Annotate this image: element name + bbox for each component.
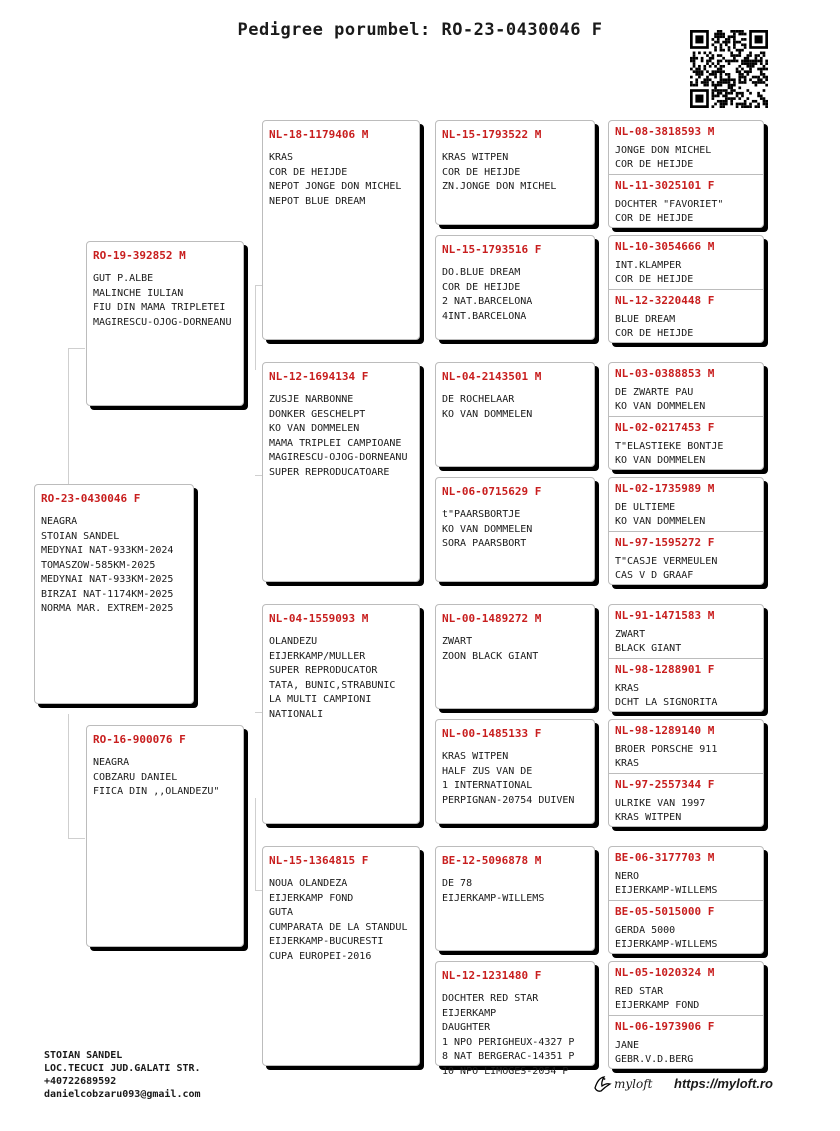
great-grandparent-pigeon-info-line: 4INT.BARCELONA — [442, 310, 527, 322]
connector-line — [255, 475, 262, 476]
gen4-pigeon[interactable] — [609, 720, 763, 773]
ancestor-pair-box[interactable] — [608, 477, 764, 585]
dam-pigeon[interactable] — [86, 725, 244, 947]
great-grandparent-pigeon[interactable] — [435, 604, 595, 709]
great-grandparent-pigeon[interactable] — [435, 235, 595, 340]
qr-code-icon — [690, 30, 768, 108]
gen4-info-line: EIJERKAMP-WILLEMS — [615, 939, 718, 950]
grandparent-pigeon-info-line: EIJERKAMP FOND — [269, 892, 354, 904]
grandparent-pigeon-ring-number: NL-18-1179406 M — [269, 128, 369, 141]
gen4-pigeon[interactable] — [609, 1015, 763, 1070]
great-grandparent-pigeon[interactable] — [435, 719, 595, 824]
gen4-pigeon[interactable] — [609, 236, 763, 289]
connector-line — [68, 838, 85, 839]
gen4-info-line: DOCHTER "FAVORIET" — [615, 199, 724, 210]
gen4-info-line: GERDA 5000 — [615, 925, 676, 936]
great-grandparent-pigeon-ring-number: NL-00-1485133 F — [442, 727, 542, 740]
gen4-info-line: JANE — [615, 1040, 640, 1051]
owner-email: danielcobzaru093@gmail.com — [44, 1089, 201, 1100]
great-grandparent-pigeon[interactable] — [435, 961, 595, 1077]
grandparent-pigeon-info-line: DONKER GESCHELPT — [269, 408, 366, 420]
great-grandparent-pigeon-info-line: KRAS WITPEN — [442, 751, 509, 762]
gen4-pigeon[interactable] — [609, 605, 763, 658]
great-grandparent-pigeon-info-line: PERPIGNAN-20754 DUIVEN — [442, 794, 575, 806]
grandparent-pigeon-info-line: CUMPARATA DE LA STANDUL — [269, 921, 408, 933]
ancestor-pair-box[interactable] — [608, 719, 764, 827]
gen4-info-line: CAS V D GRAAF — [615, 570, 694, 581]
great-grandparent-pigeon-info-line: ZOON BLACK GIANT — [442, 650, 539, 662]
connector-line — [255, 798, 256, 890]
great-grandparent-pigeon-info-line: EIJERKAMP — [442, 1007, 497, 1019]
gen4-info-line: EIJERKAMP FOND — [615, 1000, 700, 1011]
gen4-pigeon[interactable] — [609, 121, 763, 174]
owner-phone: +40722689592 — [44, 1076, 117, 1087]
page-title: Pedigree porumbel: RO-23-0430046 F — [237, 20, 603, 40]
great-grandparent-pigeon-info-line: 8 NAT BERGERAC-14351 P — [442, 1051, 575, 1062]
brand-logo — [592, 1074, 652, 1094]
grandparent-pigeon-info-line: NEPOT BLUE DREAM — [269, 195, 366, 207]
grandparent-pigeon-info-line: KRAS — [269, 152, 294, 163]
gen4-pigeon[interactable] — [609, 900, 763, 955]
great-grandparent-pigeon-info-line: 1 INTERNATIONAL — [442, 780, 533, 791]
subject-pigeon[interactable] — [34, 484, 194, 704]
gen4-ring-number: NL-11-3025101 F — [615, 179, 715, 192]
great-grandparent-pigeon-info-line: SORA PAARSBORT — [442, 538, 527, 549]
great-grandparent-pigeon-info-line: KRAS WITPEN — [442, 152, 509, 163]
great-grandparent-pigeon-info-line: ZWART — [442, 636, 473, 647]
great-grandparent-pigeon-info-line: t"PAARSBORTJE — [442, 509, 521, 520]
great-grandparent-pigeon-ring-number: NL-06-0715629 F — [442, 485, 542, 498]
grandparent-pigeon[interactable] — [262, 120, 420, 340]
gen4-info-line: BLUE DREAM — [615, 314, 676, 325]
gen4-info-line: EIJERKAMP-WILLEMS — [615, 885, 718, 896]
gen4-pigeon[interactable] — [609, 847, 763, 900]
gen4-info-line: KO VAN DOMMELEN — [615, 401, 706, 412]
connector-line — [68, 714, 69, 838]
grandparent-pigeon-info-line: CUPA EUROPEI-2016 — [269, 950, 372, 962]
gen4-ring-number: NL-98-1288901 F — [615, 663, 715, 676]
subject-pigeon-ring-number: RO-23-0430046 F — [41, 492, 141, 505]
grandparent-pigeon-ring-number: NL-15-1364815 F — [269, 854, 369, 867]
grandparent-pigeon-info-line: KO VAN DOMMELEN — [269, 423, 360, 434]
brand-name: myloft — [614, 1077, 653, 1091]
great-grandparent-pigeon[interactable] — [435, 846, 595, 951]
grandparent-pigeon-info-line: TATA, BUNIC,STRABUNIC — [269, 679, 396, 691]
gen4-ring-number: NL-02-1735989 M — [615, 482, 715, 495]
great-grandparent-pigeon-info-line: DE 78 — [442, 878, 473, 889]
grandparent-pigeon-ring-number: NL-12-1694134 F — [269, 370, 369, 383]
sire-pigeon-ring-number: RO-19-392852 M — [93, 249, 186, 262]
great-grandparent-pigeon-info-line: DOCHTER RED STAR — [442, 993, 539, 1004]
gen4-info-line: GEBR.V.D.BERG — [615, 1054, 694, 1065]
grandparent-pigeon[interactable] — [262, 362, 420, 582]
gen4-info-line: T"CASJE VERMEULEN — [615, 556, 718, 567]
grandparent-pigeon-info-line: ZUSJE NARBONNE — [269, 394, 354, 405]
owner-contact — [44, 1049, 201, 1101]
subject-pigeon-info-line: NORMA MAR. EXTREM-2025 — [41, 603, 174, 614]
sire-pigeon[interactable] — [86, 241, 244, 406]
ancestor-pair-box[interactable] — [608, 846, 764, 954]
gen4-info-line: KO VAN DOMMELEN — [615, 516, 706, 527]
gen4-pigeon[interactable] — [609, 174, 763, 229]
connector-line — [255, 712, 262, 713]
gen4-info-line: INT.KLAMPER — [615, 260, 682, 271]
gen4-pigeon[interactable] — [609, 773, 763, 828]
gen4-pigeon[interactable] — [609, 531, 763, 586]
gen4-pigeon[interactable] — [609, 416, 763, 471]
gen4-info-line: KRAS WITPEN — [615, 812, 682, 823]
subject-pigeon-info-line: NEAGRA — [41, 516, 78, 527]
gen4-ring-number: NL-05-1020324 M — [615, 966, 715, 979]
grandparent-pigeon-info-line: SUPER REPRODUCATOR — [269, 665, 378, 676]
subject-pigeon-info-line: MEDYNAI NAT-933KM-2024 — [41, 545, 174, 556]
gen4-pigeon[interactable] — [609, 478, 763, 531]
gen4-info-line: BLACK GIANT — [615, 643, 682, 654]
gen4-info-line: JONGE DON MICHEL — [615, 145, 712, 156]
subject-pigeon-info-line: STOIAN SANDEL — [41, 530, 120, 542]
great-grandparent-pigeon-info-line: 2 NAT.BARCELONA — [442, 296, 533, 307]
great-grandparent-pigeon-ring-number: NL-15-1793516 F — [442, 243, 542, 256]
gen4-ring-number: NL-98-1289140 M — [615, 724, 715, 737]
sire-pigeon-info-line: GUT P.ALBE — [93, 273, 154, 284]
grandparent-pigeon-info-line: EIJERKAMP/MULLER — [269, 650, 366, 662]
great-grandparent-pigeon[interactable] — [435, 477, 595, 582]
great-grandparent-pigeon[interactable] — [435, 120, 595, 225]
connector-line — [68, 348, 69, 486]
great-grandparent-pigeon-info-line: HALF ZUS VAN DE — [442, 765, 533, 777]
ancestor-pair-box[interactable] — [608, 604, 764, 712]
dam-pigeon-info-line: FIICA DIN ,,OLANDEZU" — [93, 786, 220, 797]
gen4-ring-number: BE-05-5015000 F — [615, 905, 715, 918]
subject-pigeon-info-line: TOMASZOW-585KM-2025 — [41, 559, 156, 571]
connector-line — [255, 285, 256, 370]
gen4-ring-number: NL-06-1973906 F — [615, 1020, 715, 1033]
great-grandparent-pigeon-info-line: COR DE HEIJDE — [442, 281, 521, 293]
ancestor-pair-box[interactable] — [608, 961, 764, 1069]
great-grandparent-pigeon-ring-number: NL-00-1489272 M — [442, 612, 542, 625]
grandparent-pigeon-info-line: OLANDEZU — [269, 636, 318, 647]
great-grandparent-pigeon-info-line: DAUGHTER — [442, 1022, 491, 1033]
ancestor-pair-box[interactable] — [608, 120, 764, 228]
gen4-info-line: DE ULTIEME — [615, 502, 676, 513]
grandparent-pigeon-info-line: NATIONALI — [269, 708, 324, 720]
gen4-ring-number: NL-08-3818593 M — [615, 125, 715, 138]
great-grandparent-pigeon-info-line: ZN.JONGE DON MICHEL — [442, 181, 557, 192]
grandparent-pigeon[interactable] — [262, 604, 420, 824]
grandparent-pigeon-info-line: GUTA — [269, 907, 294, 918]
grandparent-pigeon-info-line: SUPER REPRODUCATOARE — [269, 466, 390, 478]
gen4-ring-number: BE-06-3177703 M — [615, 851, 715, 864]
gen4-ring-number: NL-02-0217453 F — [615, 421, 715, 434]
gen4-info-line: BROER PORSCHE 911 — [615, 744, 718, 755]
grandparent-pigeon-info-line: LA MULTI CAMPIONI — [269, 694, 372, 705]
gen4-ring-number: NL-97-2557344 F — [615, 778, 715, 791]
gen4-info-line: NERO — [615, 871, 640, 882]
great-grandparent-pigeon-info-line: KO VAN DOMMELEN — [442, 408, 533, 420]
gen4-info-line: RED STAR — [615, 986, 664, 997]
grandparent-pigeon[interactable] — [262, 846, 420, 1066]
gen4-info-line: KRAS — [615, 758, 640, 769]
gen4-info-line: COR DE HEIJDE — [615, 274, 694, 285]
sire-pigeon-info-line: FIU DIN MAMA TRIPLETEI — [93, 302, 226, 313]
gen4-pigeon[interactable] — [609, 658, 763, 713]
pigeon-logo-icon — [592, 1074, 612, 1094]
great-grandparent-pigeon-ring-number: NL-04-2143501 M — [442, 370, 542, 383]
gen4-info-line: ULRIKE VAN 1997 — [615, 798, 706, 809]
subject-pigeon-info-line: BIRZAI NAT-1174KM-2025 — [41, 588, 174, 600]
gen4-info-line: KO VAN DOMMELEN — [615, 455, 706, 466]
grandparent-pigeon-info-line: NEPOT JONGE DON MICHEL — [269, 181, 402, 192]
great-grandparent-pigeon-info-line: DO.BLUE DREAM — [442, 267, 521, 278]
gen4-info-line: COR DE HEIJDE — [615, 159, 694, 170]
gen4-ring-number: NL-97-1595272 F — [615, 536, 715, 549]
grandparent-pigeon-info-line: MAGIRESCU-OJOG-DORNEANU — [269, 452, 408, 463]
gen4-info-line: COR DE HEIJDE — [615, 328, 694, 339]
connector-line — [255, 285, 262, 286]
gen4-ring-number: NL-03-0388853 M — [615, 367, 715, 380]
gen4-info-line: COR DE HEIJDE — [615, 213, 694, 224]
subject-pigeon-info-line: MEDYNAI NAT-933KM-2025 — [41, 574, 174, 585]
gen4-info-line: KRAS — [615, 683, 640, 694]
great-grandparent-pigeon-info-line: COR DE HEIJDE — [442, 166, 521, 178]
sire-pigeon-info-line: MAGIRESCU-OJOG-DORNEANU — [93, 316, 232, 328]
dam-pigeon-info-line: COBZARU DANIEL — [93, 771, 178, 783]
great-grandparent-pigeon-info-line: 1 NPO PERIGHEUX-4327 P — [442, 1036, 575, 1048]
great-grandparent-pigeon-info-line: KO VAN DOMMELEN — [442, 523, 533, 535]
owner-name: STOIAN SANDEL — [44, 1050, 123, 1061]
gen4-info-line: DCHT LA SIGNORITA — [615, 697, 718, 708]
dam-pigeon-info-line: NEAGRA — [93, 757, 130, 768]
great-grandparent-pigeon[interactable] — [435, 362, 595, 467]
connector-line — [68, 348, 85, 349]
gen4-info-line: DE ZWARTE PAU — [615, 387, 694, 398]
gen4-ring-number: NL-91-1471583 M — [615, 609, 715, 622]
sire-pigeon-info-line: MALINCHE IULIAN — [93, 287, 184, 299]
gen4-ring-number: NL-10-3054666 M — [615, 240, 715, 253]
gen4-ring-number: NL-12-3220448 F — [615, 294, 715, 307]
grandparent-pigeon-info-line: COR DE HEIJDE — [269, 166, 348, 178]
ancestor-pair-box[interactable] — [608, 362, 764, 470]
owner-address: LOC.TECUCI JUD.GALATI STR. — [44, 1063, 201, 1074]
connector-line — [255, 890, 262, 891]
great-grandparent-pigeon-ring-number: NL-12-1231480 F — [442, 969, 542, 982]
gen4-pigeon[interactable] — [609, 363, 763, 416]
grandparent-pigeon-ring-number: NL-04-1559093 M — [269, 612, 369, 625]
great-grandparent-pigeon-info-line: EIJERKAMP-WILLEMS — [442, 892, 545, 904]
ancestor-pair-box[interactable] — [608, 235, 764, 343]
gen4-info-line: T"ELASTIEKE BONTJE — [615, 441, 724, 452]
gen4-pigeon[interactable] — [609, 289, 763, 344]
grandparent-pigeon-info-line: EIJERKAMP-BUCURESTI — [269, 936, 384, 947]
great-grandparent-pigeon-ring-number: NL-15-1793522 M — [442, 128, 542, 141]
great-grandparent-pigeon-info-line: DE ROCHELAAR — [442, 394, 515, 405]
dam-pigeon-ring-number: RO-16-900076 F — [93, 733, 186, 746]
great-grandparent-pigeon-ring-number: BE-12-5096878 M — [442, 854, 542, 867]
grandparent-pigeon-info-line: MAMA TRIPLEI CAMPIOANE — [269, 437, 402, 449]
gen4-pigeon[interactable] — [609, 962, 763, 1015]
gen4-info-line: ZWART — [615, 629, 646, 640]
grandparent-pigeon-info-line: NOUA OLANDEZA — [269, 878, 348, 889]
great-grandparent-pigeon-info-line: 10 NPO LIMOGES-2054 P — [442, 1065, 569, 1077]
brand-url[interactable]: https://myloft.ro — [674, 1076, 773, 1091]
